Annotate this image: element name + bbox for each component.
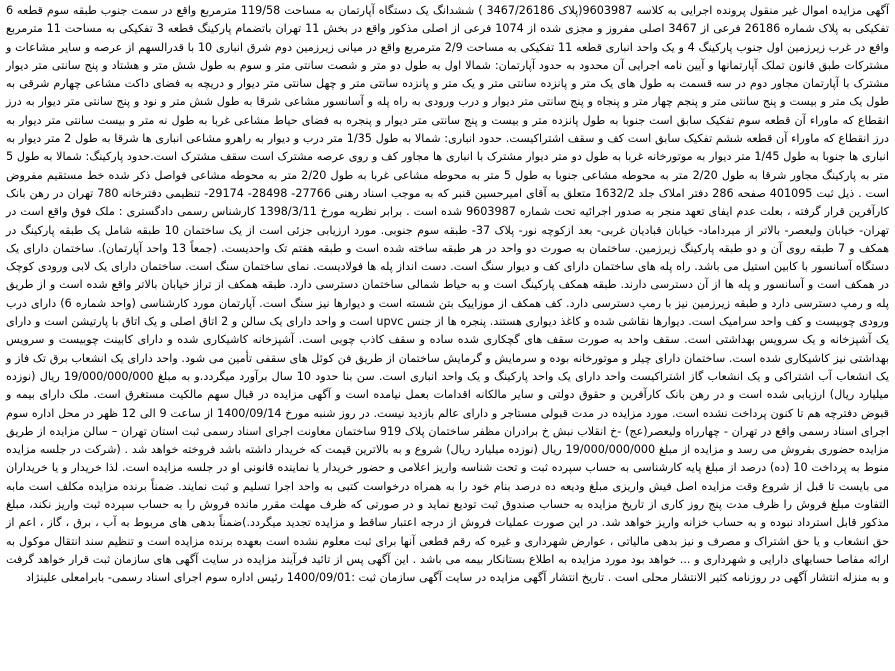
notice-paragraph: آگهی مزایده اموال غیر منقول پرونده اجرایی به کلاسه 9603987(پلاک 3467/26186 ) ششدانگ یک دستگاه آپارتمان به مساحت 119/58 مترمربع واقع در سمت جنوب طبقه سوم قطعه 6 تفکیکی به پلاک شماره 26186 فرعی از 3467 اصلی مفروز و مجزی شده از 1074 فرعی از اصلی مذکور واقع در بخش 11 تهران باتضمام پارکینگ قطعه 3 تفکیکی به مساحت 11 مترمربع واقع در غرب زیرزمین اول جنوب پارکینگ 4 و یک واحد انباری قطعه 11 تفکیکی به مساحت 2/9 مترمربع واقع در میانی زیرزمین دوم شرق انباری 10 با قدرالسهم از عرصه و سایر مشاعات و مشترکات طبق قانون تملک آپارتمانها و آیین نامه اجرایی آن محدود به حدود آپارتمان: شمالا اول به طول دو متر و شصت سانتی متر و سوم به طول شش متر و هشتاد و پنج سانتی متر دیوار مشترک با آپارتمان مجاور دوم در سه قسمت به طول های یک متر و پانزده سانتی متر و یک متر و پانزده سانتی متر و چهل سانتی متر دیوار و دریچه به فضای داکت مشاعی چهارم شرقی به طول یک متر و بیست و پنج سانتی متر و پنجم چهار متر و پنجاه و پنج سانتی متر دیوار و درب ورودی به راه پله و آسانسور مشاعی شرقا به طول شش متر و نود و پنج سانتی متر دیوار به درز انقطاع که ماوراء آن قطعه سوم تفکیک سابق است جنوبا به طول پانزده متر و بیست و پنج سانتی متر دیوار و پنجره به فضای حیاط مشاعی غربا به طول نه متر و بیست سانتی متر دیوار به درز انقطاع که ماوراء آن قطعه ششم تفکیک سابق است کف و سقف اشتراکیست. حدود انباری: شمالا به طول 1/35 متر درب و دیوار به راهرو مشاعی انباری ها شرقا به طول 2 متر دیوار به انباری ها جنوبا به طول 1/45 متر دیوار به موتورخانه غربا به طول دو متر دیوار مشترک با انباری ها مجاور کف و روی عرصه مشترک است سقف مشترک است.حدود پارکینگ: شمالا به طول 5 متر به پارکینگ مجاور شرقا به طول 2/20 متر به محوطه مشاعی جنوبا به طول 5 متر به محوطه مشاعی غربا به طول 2/20 متر به محوطه مشاعی فواصل ذکر شده خط مستقیم مفروض است . ذیل ثبت 401095 صفحه 286 دفتر املاک جلد 1632/2 متعلق به آقای امیرحسین قنبر که به موجب اسناد رهنی 27766- 28498- 29174- تنظیمی دفترخانه 780 تهران در رهن بانک کارآفرین قرار گرفته ، بعلت عدم ایفای تعهد منجر به صدور اجرائیه تحت شماره 9603987 شده است . برابر نظریه مورخ 1398/3/11 کارشناس رسمی دادگستری : ملک فوق واقع است در تهران- خیابان ولیعصر- بالاتر از میرداماد- خیابان قبادیان غربی- بعد ازکوچه نور- پلاک 37- طبقه سوم جنوبی. مورد ارزیابی جزئی است از یک ساختمان 10 طبقه شامل یک طبقه پارکینگ در همکف و 7 طبقه روی آن و دو طبقه پارکینگ زیرزمین. ساختمان به صورت دو واحد در هر طبقه ساخته شده است و طبقه هفتم تک واحدیست. (جمعاً 13 واحد آپارتمان). ساختمان دارای یک دستگاه آسانسور با کابین استیل می باشد. راه پله های ساختمان دارای کف و دیوار سنگ است. دست انداز پله ها فولادیست. نمای ساختمان سنگ است. ساختمان دارای یک لابی ورودی کوچک در همکف است و آسانسور و پله ها از آن دسترسی دارند. طبقه همکف پارکینگ است و به حیاط شمالی ساختمان دسترسی دارد. طبقه همکف از تراز خیابان بالاتر واقع شده است و از طریق پله و رمپ دسترسی دارد و طبقه زیرزمین نیز با رمپ دسترسی دارد. کف همکف از موزاییک بتن شسته است و دیوارها نیز سنگ است. آپارتمان مورد کارشناسی (واحد شماره 6) دارای درب ورودی چوبیست و کف واحد سرامیک است. دیوارها نقاشی شده و کاغذ دیواری هستند. پنجره ها از جنس upvc است و واحد دارای یک سالن و 2 اتاق اصلی و یک اتاق با پارتیشن است و دارای یک آشپزخانه و یک سرویس بهداشتی است. سقف واحد به صورت سقف های گچکاری شده ساده و سقف کاذب چوبی است. آشپزخانه کاشیکاری شده و دارای کابینت چوبیست و سرویس بهداشتی نیز کاشیکاری شده است. ساختمان دارای چیلر و موتورخانه بوده و سرمایش و گرمایش ساختمان از طریق فن کوئل های سقفی تأمین می شود. واحد دارای یک انشعاب برق تک فاز و یک انشعاب آب اشتراکی و یک انشعاب گاز اشتراکیست واحد دارای یک واحد پارکینگ و یک واحد انباری است. سن بنا حدود 10 سال برآورد میگردد.و به مبلغ 19/000/000/000 ریال (نوزده میلیارد ریال) ارزیابی شده است و در رهن بانک کارآفرین و حقوق دولتی و سایر مالکانه اقدامات بعمل نیامده است و آگهی مزایده در قبال سهم مالکیت مستغرق است. ملک دارای بیمه و قبوض دفترچه هم تا کنون پرداخت نشده است. مورد مزایده در مدت قبولی مستاجر و دارای عالم بازدید نیست. در روز شنبه مورخ 1400/09/14 از ساعت 9 الی 12 ظهر در محل اداره سوم اجرای اسناد رسمی واقع در تهران - چهارراه ولیعصر(عج) -خ انقلاب نبش خ برادران مظفر ساختمان پلاک 919 ساختمان معاونت اجرای اسناد رسمی ثبت استان تهران – سالن مزایده از طریق مزایده حضوری بفروش می رسد و مزایده از مبلغ 19/000/000/000 ریال (نوزده میلیارد ریال) شروع و به بالاترین قیمت که خریدار داشته باشد فروخته خواهد شد . (شرکت در جلسه مزایده منوط به پرداخت 10 (ده) درصد از مبلغ پایه کارشناسی به حساب سپرده ثبت و تحت شناسه واریز اعلامی و حضور خریدار یا نماینده قانونی او در جلسه مزایده است. لذا خریدار و یا خریداران می بایست تا قبل از شروع وقت مزایده اصل فیش واریزی مبلغ ودیعه ده درصد بنام خود را به همراه درخواست کتبی به واحد اجرا تسلیم و ثبت نمایند. ضمناً برنده مزایده مکلف است مابه التفاوت مبلغ فروش را ظرف مدت پنج روز کاری از تاریخ مزایده به حساب صندوق ثبت تودیع نماید و در صورتی که ظرف مهلت مقرر مانده فروش را به حساب سپرده ثبت واریز نکند، مبلغ مذکور قابل استرداد نبوده و به حساب خزانه واریز خواهد شد. در این صورت عملیات فروش از درجه اعتبار ساقط و مزایده تجدید میگردد.)ضمناً بدهی های مربوط به آب ، برق ، گاز ، اعم از حق انشعاب و یا حق اشتراک و مصرف و نیز بدهی مالیاتی ، عوارض شهرداری و غیره که رقم قطعی آنها برای ثبت معلوم نشده است بعهده برنده مزایده است و تنظیم سند انتقال موکول به ارائه مفاصا حسابهای دارایی و شهرداری و ... خواهد بود مورد مزایده به اطلاع بستانکار بیمه می باشد . این آگهی پس از تائید فرآیند مزایده در سایت آگهی های سازمان ثبت قرار خواهد گرفت و به منزله انتشار آگهی در روزنامه کثیر الانتشار محلی است . تاریخ انتشار آگهی مزایده در سایت آگهی سازمان ثبت :1400/09/01 رئیس اداره سوم اجرای اسناد رسمی- بابرامعلی علینژاد xyxy=(6,4,890,585)
